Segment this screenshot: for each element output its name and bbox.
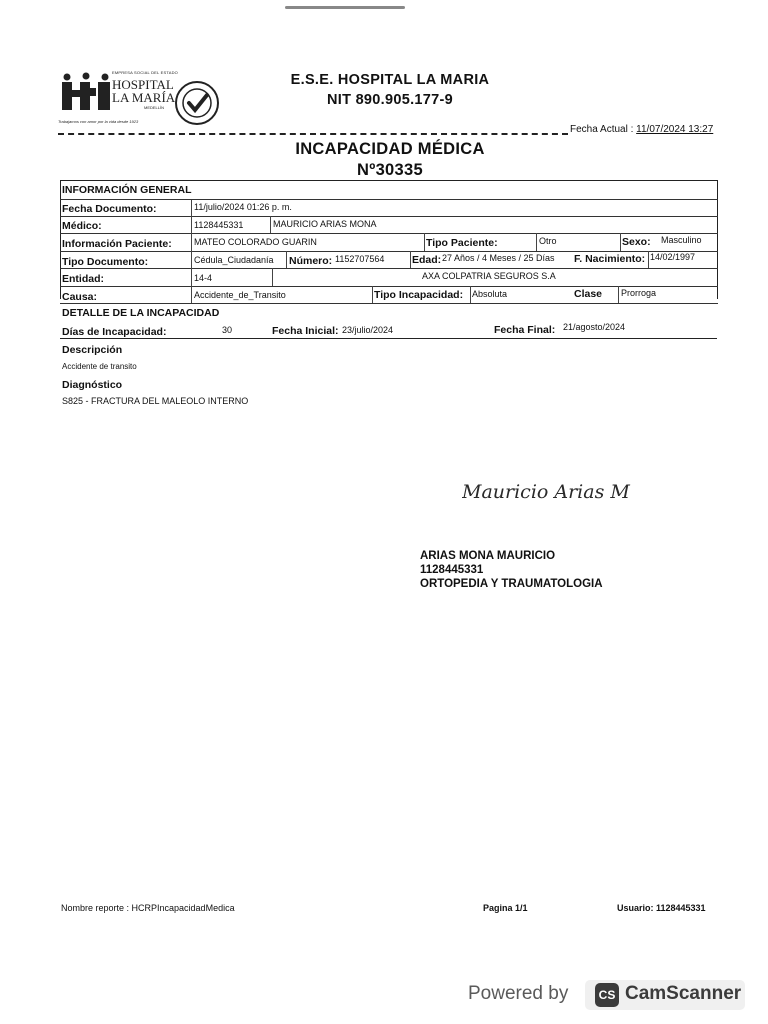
- logo-name-line1: HOSPITAL: [112, 77, 174, 92]
- column-divider: [372, 286, 373, 303]
- column-divider: [620, 233, 621, 251]
- current-date-label: Fecha Actual :: [570, 124, 634, 135]
- footer-report-name: Nombre reporte : HCRPIncapacidadMedica: [61, 903, 235, 913]
- tipo-incapacidad-label: Tipo Incapacidad:: [374, 289, 464, 301]
- tipo-incapacidad-value: Absoluta: [472, 289, 508, 299]
- signer-id: 1128445331: [420, 564, 484, 576]
- column-divider: [536, 233, 537, 251]
- scan-edge-mark: [285, 6, 405, 9]
- causa-label: Causa:: [62, 291, 98, 303]
- column-divider: [618, 286, 619, 303]
- current-date-value: 11/07/2024 13:27: [636, 124, 714, 135]
- nacimiento-value: 14/02/1997: [650, 252, 696, 262]
- edad-value: 27 Años / 4 Meses / 25 Días: [442, 253, 555, 263]
- logo-name-line2: LA MARÍA: [112, 90, 176, 105]
- sexo-value: Masculino: [661, 235, 702, 245]
- document-number: Nº30335: [357, 161, 423, 179]
- certification-seal-icon: [174, 80, 220, 126]
- entidad-label: Entidad:: [62, 273, 104, 285]
- logo-small-text: EMPRESA SOCIAL DEL ESTADO: [112, 70, 178, 75]
- row-divider: [60, 286, 718, 287]
- fecha-documento-label: Fecha Documento:: [62, 203, 157, 215]
- fecha-documento-value: 11/julio/2024 01:26 p. m.: [194, 202, 292, 212]
- document-title: INCAPACIDAD MÉDICA: [295, 140, 485, 158]
- medico-label: Médico:: [62, 220, 102, 232]
- fecha-inicial-value: 23/julio/2024: [342, 325, 394, 335]
- signature-text: Mauricio Arias M: [462, 481, 630, 503]
- medico-id-value: 1128445331: [194, 220, 244, 230]
- camscanner-icon: CS: [595, 983, 619, 1007]
- diagnostico-value: S825 - FRACTURA DEL MALEOLO INTERNO: [62, 396, 249, 406]
- logo-city: MEDELLÍN: [144, 105, 165, 110]
- camscanner-brand: CamScanner: [625, 983, 742, 1004]
- diagnostico-label: Diagnóstico: [62, 379, 123, 391]
- row-divider: [60, 268, 718, 269]
- dias-label: Días de Incapacidad:: [62, 326, 167, 338]
- row-divider: [60, 199, 718, 200]
- descripcion-label: Descripción: [62, 344, 123, 356]
- column-divider: [272, 268, 273, 286]
- footer-user: Usuario: 1128445331: [617, 903, 706, 913]
- dias-value: 30: [222, 325, 233, 335]
- column-divider: [424, 233, 425, 251]
- column-divider: [470, 286, 471, 303]
- clase-label: Clase: [574, 288, 603, 300]
- tipo-documento-value: Cédula_Ciudadanía: [194, 255, 274, 265]
- powered-by-text: Powered by: [468, 983, 569, 1004]
- column-divider: [191, 200, 192, 303]
- signer-name: ARIAS MONA MAURICIO: [420, 550, 556, 562]
- hospital-logo: [58, 68, 228, 130]
- logo-tagline: Trabajamos con amor por la vida desde 1923: [58, 119, 139, 124]
- footer-page: Pagina 1/1: [483, 903, 528, 913]
- numero-label: Número:: [289, 255, 333, 267]
- tipo-paciente-value: Otro: [539, 236, 557, 246]
- entidad-name-value: AXA COLPATRIA SEGUROS S.A: [422, 271, 556, 281]
- hospital-nit: NIT 890.905.177-9: [326, 92, 453, 108]
- header-divider: [58, 133, 568, 135]
- signer-specialty: ORTOPEDIA Y TRAUMATOLOGIA: [420, 578, 603, 590]
- fecha-final-value: 21/agosto/2024: [563, 322, 626, 332]
- fecha-final-label: Fecha Final:: [494, 324, 556, 336]
- tipo-paciente-label: Tipo Paciente:: [426, 237, 498, 249]
- paciente-label: Información Paciente:: [62, 238, 172, 250]
- camscanner-badge: [585, 980, 745, 1010]
- column-divider: [286, 251, 287, 268]
- edad-label: Edad:: [412, 254, 442, 266]
- info-section-title: INFORMACIÓN GENERAL: [62, 184, 192, 196]
- row-divider: [60, 251, 718, 252]
- nacimiento-label: F. Nacimiento:: [574, 253, 646, 265]
- descripcion-value: Accidente de transito: [62, 362, 137, 371]
- fecha-inicial-label: Fecha Inicial:: [272, 325, 339, 337]
- column-divider: [410, 251, 411, 268]
- causa-value: Accidente_de_Transito: [194, 290, 286, 300]
- column-divider: [270, 216, 271, 233]
- signer-block: [420, 549, 603, 591]
- hospital-logo-icon: [60, 72, 112, 112]
- row-divider: [60, 216, 718, 217]
- column-divider: [648, 251, 649, 268]
- tipo-documento-label: Tipo Documento:: [62, 256, 149, 268]
- hospital-name: E.S.E. HOSPITAL LA MARIA: [290, 72, 490, 88]
- numero-value: 1152707564: [335, 254, 385, 264]
- detalle-section-title: DETALLE DE LA INCAPACIDAD: [62, 307, 220, 319]
- entidad-code-value: 14-4: [194, 273, 213, 283]
- signature: [462, 478, 662, 508]
- sexo-label: Sexo:: [622, 236, 651, 248]
- medico-name-value: MAURICIO ARIAS MONA: [273, 219, 377, 229]
- camscanner-watermark: [468, 980, 758, 1010]
- current-date: [570, 124, 713, 135]
- clase-value: Prorroga: [621, 288, 657, 298]
- detalle-divider: [60, 338, 717, 339]
- paciente-name-value: MATEO COLORADO GUARIN: [194, 237, 317, 247]
- row-divider: [60, 303, 718, 304]
